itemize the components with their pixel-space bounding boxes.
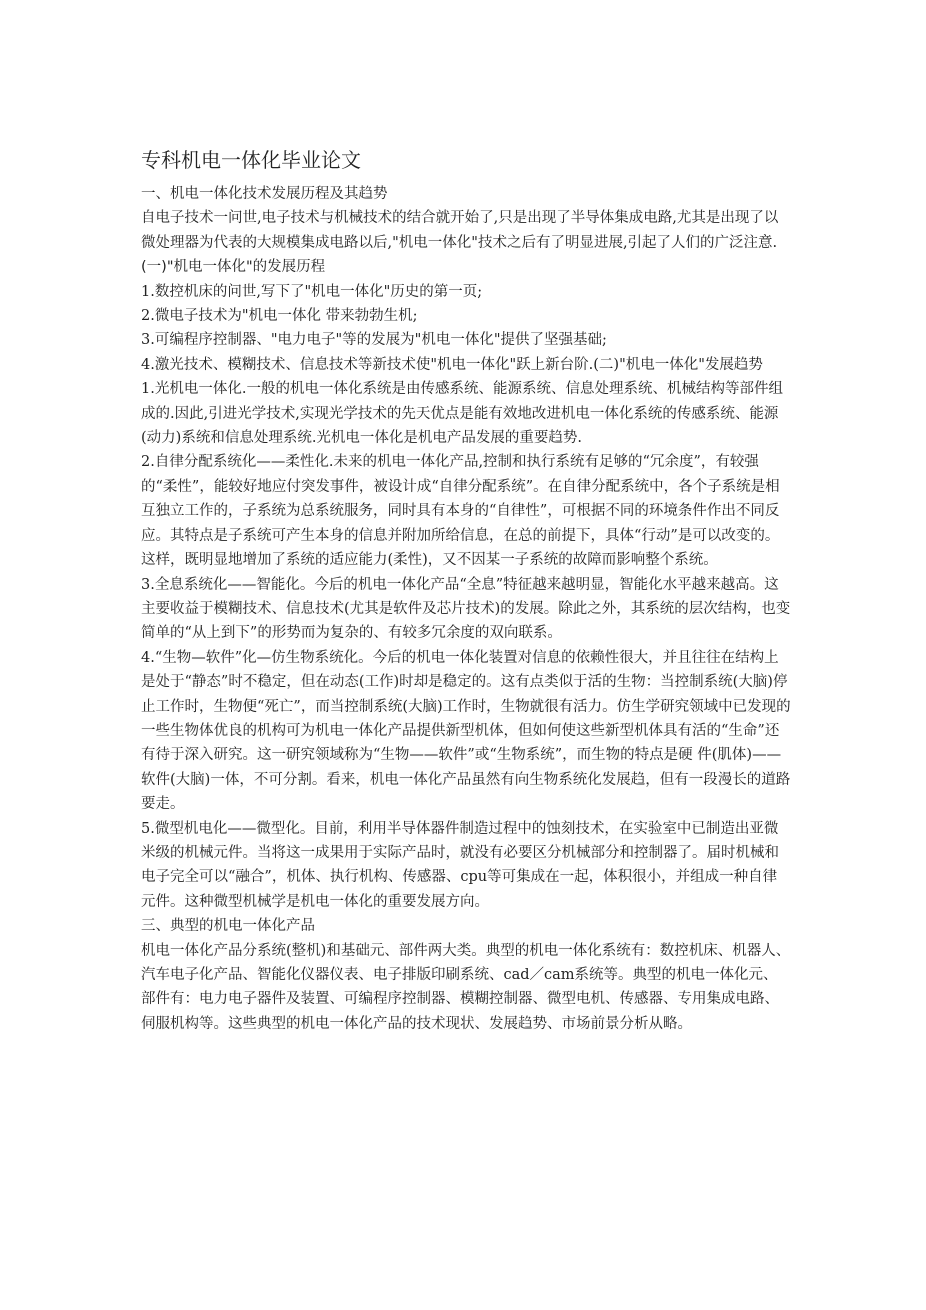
trend-paragraph: 2.自律分配系统化——柔性化.未来的机电一体化产品,控制和执行系统有足够的“冗余度”，有较强的“柔性”，能较好地应付突发事件，被设计成“自律分配系统”。在自律分配系统中，各个子系统是相互独立工作的，子系统为总系统服务，同时具有本身的“自律性”，可根据不同的环境条件作出不同反应。其特点是子系统可产生本身的信息并附加所给信息，在总的前提下，具体“行动”是可以改变的。这样，既明显地增加了系统的适应能力(柔性)，又不因某一子系统的故障而影响整个系统。 (141, 454, 780, 569)
history-item: 3.可编程序控制器、"电力电子"等的发展为"机电一体化"提供了坚强基础; (141, 332, 607, 349)
history-item: 2.微电子技术为"机电一体化 带来勃勃生机; (141, 308, 418, 325)
trend-paragraph: 5.微型机电化——微型化。目前，利用半导体器件制造过程中的蚀刻技术，在实验室中已制造出亚微米级的机械元件。当将这一成果用于实际产品时，就没有必要区分机械部分和控制器了。届时机械和电子完全可以“融合”，机体、执行机构、传感器、cpu等可集成在一起，体积很小，并组成一种自律元件。这种微型机械学是机电一体化的重要发展方向。 (141, 820, 779, 910)
products-paragraph: 机电一体化产品分系统(整机)和基础元、部件两大类。典型的机电一体化系统有：数控机床、机器人、汽车电子化产品、智能化仪器仪表、电子排版印刷系统、cad／cam系统等。典型的机电一体化元、部件有：电力电子器件及装置、可编程序控制器、模糊控制器、微型电机、传感器、专用集成电路、伺服机构等。这些典型的机电一体化产品的技术现状、发展趋势、市场前景分析从略。 (141, 942, 791, 1032)
history-item: 1.数控机床的问世,写下了"机电一体化"历史的第一页; (141, 283, 483, 300)
document-title: 专科机电一体化毕业论文 (141, 148, 361, 172)
section-heading-products: 三、典型的机电一体化产品 (141, 918, 315, 935)
document-page (141, 146, 791, 1036)
trend-paragraph: 1.光机电一体化.一般的机电一体化系统是由传感系统、能源系统、信息处理系统、机械结构等部件组成的.因此,引进光学技术,实现光学技术的先天优点是能有效地改进机电一体化系统的传感系统、能源(动力)系统和信息处理系统.光机电一体化是机电产品发展的重要趋势. (141, 381, 783, 447)
section-heading-development: 一、机电一体化技术发展历程及其趋势 (141, 186, 388, 202)
trend-paragraph: 4.“生物—软件”化—仿生物系统化。今后的机电一体化装置对信息的依赖性很大，并且往往在结构上是处于“静态”时不稳定，但在动态(工作)时却是稳定的。这有点类似于活的生物：当控制系统(大脑)停止工作时，生物便“死亡”，而当控制系统(大脑)工作时，生物就很有活力。仿生学研究领域中已发现的一些生物体优良的机构可为机电一体化产品提供新型机体，但如何使这些新型机体具有活的“生命”还有待于深入研究。这一研究领域称为“生物——软件”或“生物系统”，而生物的特点是硬 件(肌体)——软件(大脑)一体，不可分割。看来，机电一体化产品虽然有向生物系统化发展趋，但有一段漫长的道路要走。 (141, 649, 791, 813)
intro-paragraph: 自电子技术一问世,电子技术与机械技术的结合就开始了,只是出现了半导体集成电路,尤其是出现了以微处理器为代表的大规模集成电路以后,"机电一体化"技术之后有了明显进展,引起了人们的广泛注意. (141, 210, 779, 251)
history-item: 4.激光技术、模糊技术、信息技术等新技术使"机电一体化"跃上新台阶.(二)"机电一体化"发展趋势 (141, 356, 763, 373)
subsection-heading-history: (一)"机电一体化"的发展历程 (141, 259, 326, 276)
trend-paragraph: 3.全息系统化——智能化。今后的机电一体化产品“全息”特征越来越明显，智能化水平越来越高。这主要收益于模糊技术、信息技术(尤其是软件及芯片技术)的发展。除此之外，其系统的层次结构，也变简单的“从上到下”的形势而为复杂的、有较多冗余度的双向联系。 (141, 576, 791, 642)
